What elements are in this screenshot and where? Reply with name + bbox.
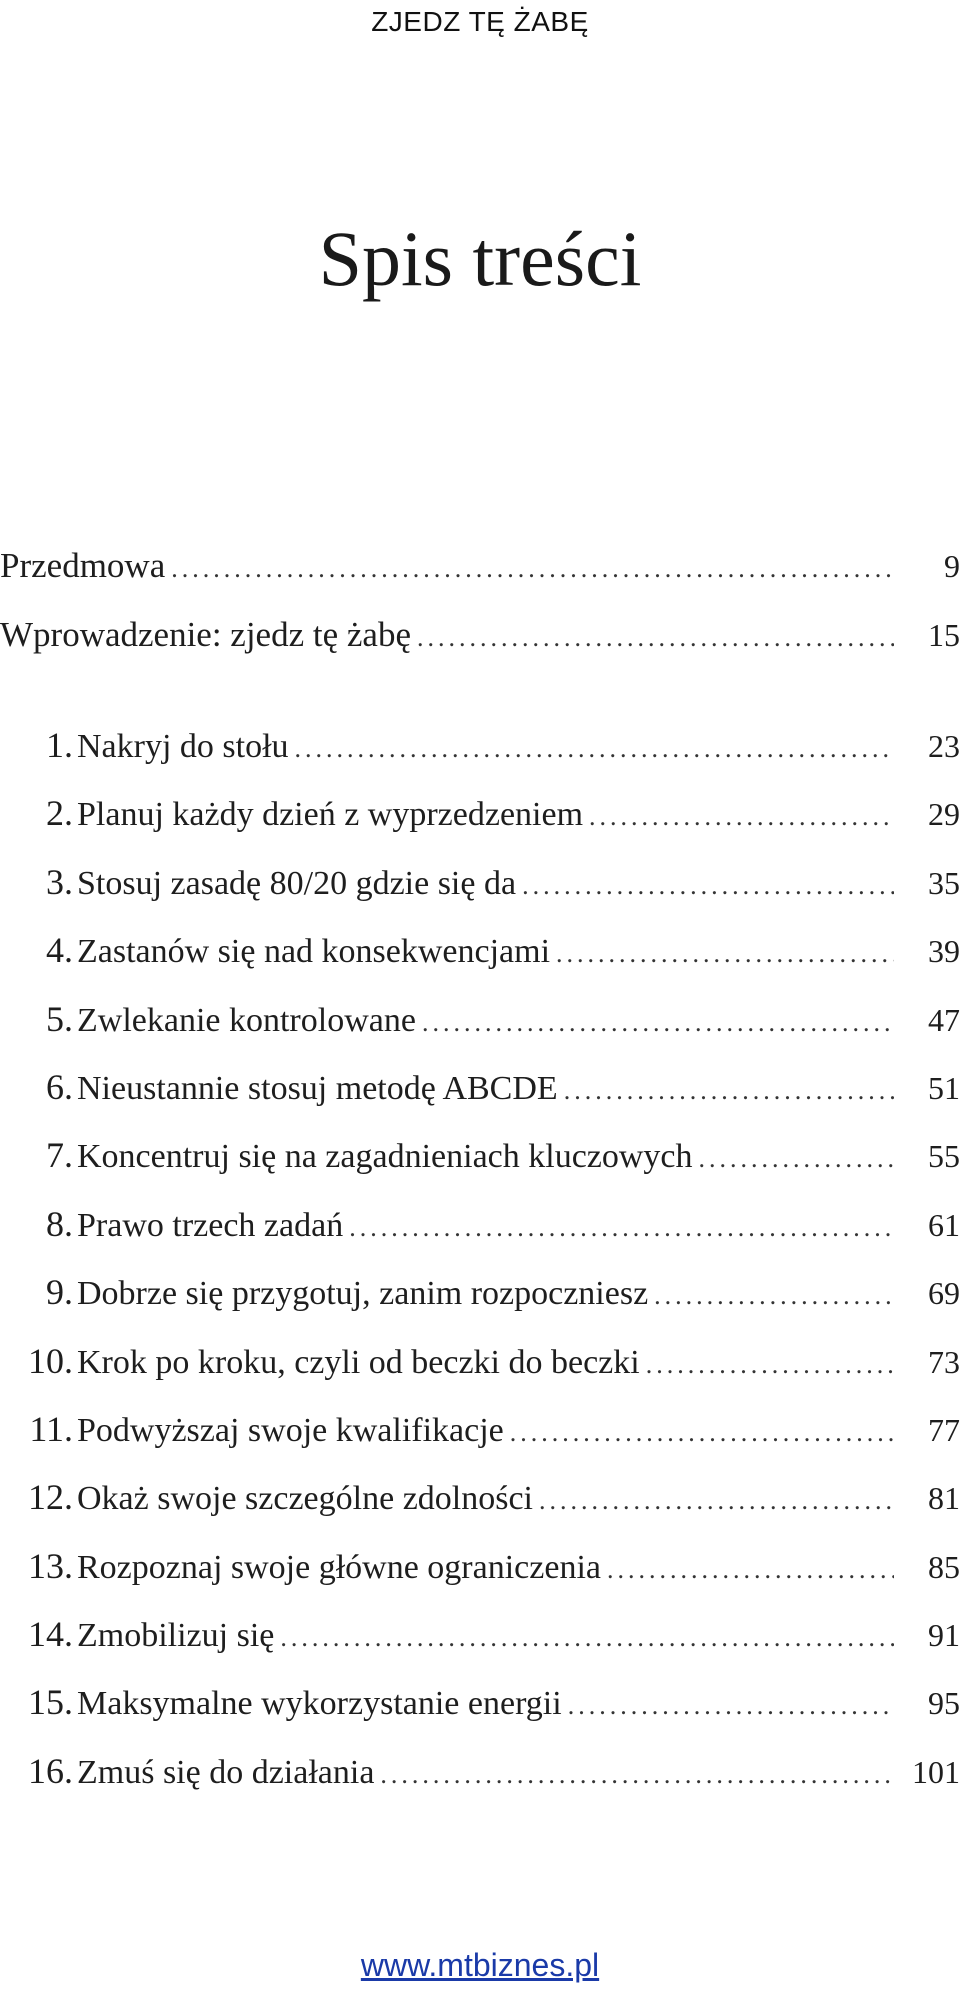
toc-entry-chapter-2[interactable] <box>0 779 960 847</box>
toc-entry-title: Koncentruj się na zagadnieniach kluczowych <box>77 1138 693 1176</box>
toc-dot-leader <box>589 783 894 851</box>
toc-entry-page: 95 <box>928 1685 960 1722</box>
toc-entry-page: 73 <box>928 1343 960 1380</box>
toc-entry-chapter-10[interactable] <box>0 1327 960 1395</box>
footer <box>0 1947 960 1984</box>
toc-entry-chapter-11[interactable] <box>0 1395 960 1463</box>
toc-entry-chapter-12[interactable] <box>0 1463 960 1531</box>
website-link[interactable]: www.mtbiznes.pl <box>360 1947 600 1983</box>
toc-entry-title: Okaż swoje szczególne zdolności <box>77 1480 533 1518</box>
toc-chapter-number: 13. <box>28 1545 73 1586</box>
toc-entry-title: Zastanów się nad konsekwencjami <box>77 933 551 971</box>
toc-front-matter <box>0 531 960 669</box>
toc-chapter-number: 8. <box>46 1203 73 1244</box>
toc-dot-leader <box>646 1331 894 1399</box>
toc-entry-page: 15 <box>928 617 960 653</box>
toc-entry-page: 29 <box>928 796 960 833</box>
toc-entry-page: 39 <box>928 933 960 970</box>
toc-chapter-number: 10. <box>28 1340 73 1381</box>
toc-entry-chapter-5[interactable] <box>0 985 960 1053</box>
toc-chapter-number: 6. <box>46 1066 73 1107</box>
toc-entry-chapter-8[interactable] <box>0 1190 960 1258</box>
toc-entry-chapter-1[interactable] <box>0 711 960 779</box>
toc-dot-leader <box>699 1125 894 1193</box>
toc-chapter-number: 15. <box>28 1682 73 1723</box>
toc-chapter-number: 9. <box>46 1272 73 1313</box>
toc-dot-leader <box>607 1536 894 1604</box>
toc-entry-page: 69 <box>928 1275 960 1312</box>
running-header: ZJEDZ TĘ ŻABĘ <box>371 6 589 37</box>
toc-dot-leader <box>380 1741 894 1809</box>
toc-entry-title: Planuj każdy dzień z wyprzedzeniem <box>77 796 584 834</box>
toc-chapter-number: 2. <box>46 793 73 834</box>
page-title: Spis treści <box>318 215 642 302</box>
toc-entry-chapter-3[interactable] <box>0 848 960 916</box>
toc-entry-title: Nieustannie stosuj metodę ABCDE <box>77 1069 558 1107</box>
toc-entry-chapter-7[interactable] <box>0 1121 960 1189</box>
toc-entry-page: 35 <box>928 864 960 901</box>
toc-entry-chapter-4[interactable] <box>0 916 960 984</box>
toc-entry-title: Przedmowa <box>0 546 166 585</box>
toc-dot-leader <box>422 989 894 1057</box>
toc-dot-leader <box>539 1467 894 1535</box>
toc-chapter-number: 12. <box>28 1477 73 1518</box>
toc-chapter-number: 14. <box>28 1614 73 1655</box>
toc-dot-leader <box>522 852 894 920</box>
toc-dot-leader <box>654 1262 894 1330</box>
toc-entry-page: 55 <box>928 1138 960 1175</box>
toc-dot-leader <box>280 1604 894 1672</box>
toc-entry-title: Wprowadzenie: zjedz tę żabę <box>0 615 411 654</box>
toc-dot-leader <box>171 534 894 603</box>
toc-dot-leader <box>568 1672 894 1740</box>
toc-entry-page: 91 <box>928 1617 960 1654</box>
toc-entry-chapter-13[interactable] <box>0 1532 960 1600</box>
toc-entry-page: 85 <box>928 1548 960 1585</box>
toc-entry-page: 101 <box>912 1753 960 1790</box>
toc-entry-title: Krok po kroku, czyli od beczki do beczki <box>77 1343 640 1381</box>
toc-entry-title: Rozpoznaj swoje główne ograniczenia <box>77 1548 601 1586</box>
toc-dot-leader <box>349 1194 894 1262</box>
toc-entry-title: Zmuś się do działania <box>77 1753 375 1791</box>
toc-entry-page: 47 <box>928 1001 960 1038</box>
toc-entry-chapter-15[interactable] <box>0 1668 960 1736</box>
toc-entry-title: Podwyższaj swoje kwalifikacje <box>77 1411 504 1449</box>
toc-entry-chapter-14[interactable] <box>0 1600 960 1668</box>
toc-entry-page: 77 <box>928 1411 960 1448</box>
toc-entry-title: Zwlekanie kontrolowane <box>77 1001 416 1039</box>
toc-chapter-number: 16. <box>28 1750 73 1791</box>
toc-chapter-number: 3. <box>46 861 73 902</box>
toc-entry-chapter-16[interactable] <box>0 1737 960 1805</box>
toc-chapter-number: 7. <box>46 1135 73 1176</box>
toc-dot-leader <box>295 715 894 783</box>
toc-chapter-number: 11. <box>29 1408 73 1449</box>
toc-entry-chapter-9[interactable] <box>0 1258 960 1326</box>
toc-dot-leader <box>417 603 894 672</box>
toc-entry-title: Prawo trzech zadań <box>77 1206 344 1244</box>
toc-chapter-number: 1. <box>46 725 73 765</box>
toc-dot-leader <box>510 1399 894 1467</box>
toc-dot-leader <box>564 1057 894 1125</box>
toc-entry-page: 61 <box>928 1206 960 1243</box>
toc-entry-title: Maksymalne wykorzystanie energii <box>77 1685 562 1723</box>
toc-entry-title: Dobrze się przygotuj, zanim rozpoczniesz <box>77 1275 649 1313</box>
toc-chapter-number: 5. <box>46 998 73 1039</box>
toc-entry-preface[interactable] <box>0 531 960 600</box>
toc-entry-page: 81 <box>928 1480 960 1517</box>
toc-entry-page: 51 <box>928 1069 960 1106</box>
toc-entry-page: 23 <box>928 728 960 764</box>
toc-chapter-number: 4. <box>46 930 73 971</box>
toc-dot-leader <box>556 920 894 988</box>
toc-entry-page: 9 <box>944 548 960 584</box>
toc-entry-title: Nakryj do stołu <box>77 728 289 765</box>
toc-entry-chapter-6[interactable] <box>0 1053 960 1121</box>
toc-entry-title: Stosuj zasadę 80/20 gdzie się da <box>77 864 517 902</box>
toc-chapters <box>0 711 960 1805</box>
toc-entry-title: Zmobilizuj się <box>77 1617 275 1655</box>
toc-entry-introduction[interactable] <box>0 600 960 669</box>
